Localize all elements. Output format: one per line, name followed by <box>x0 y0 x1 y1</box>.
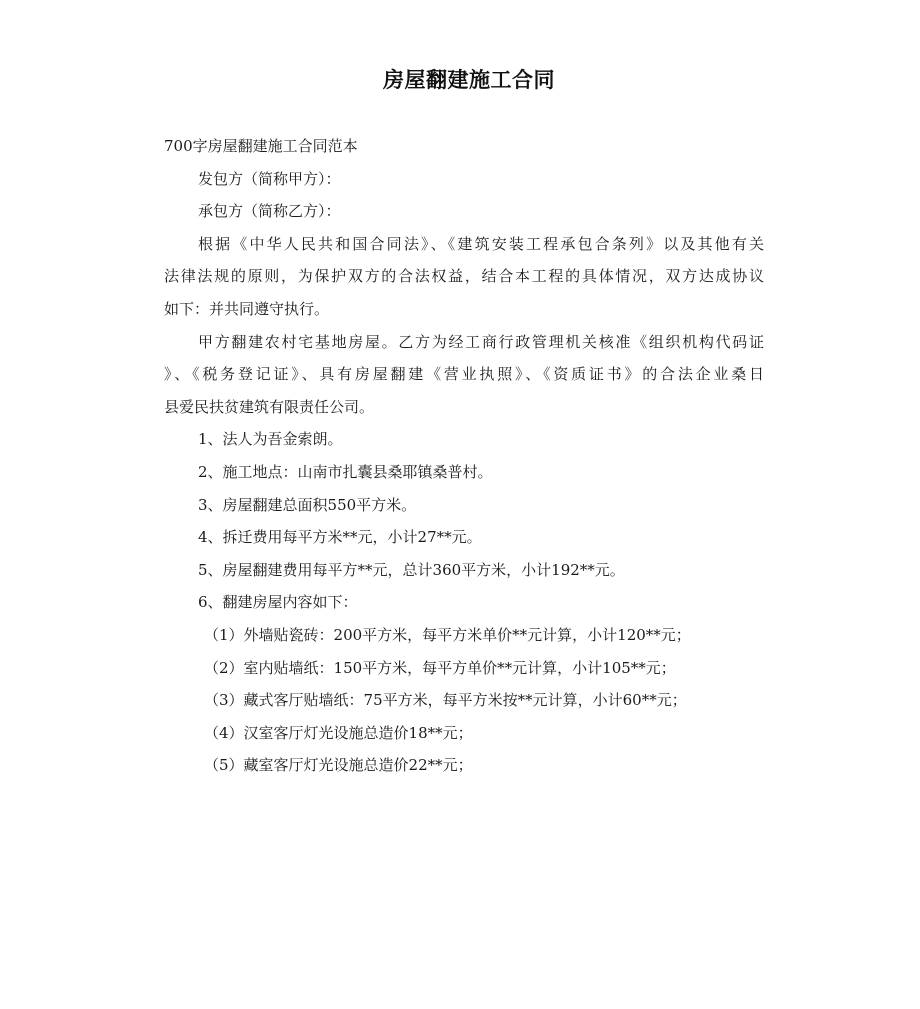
paragraph-line: 》、《税务登记证》、具有房屋翻建《营业执照》、《资质证书》的合法企业桑日 <box>164 365 764 384</box>
paragraph-line: 2、施工地点：山南市扎囊县桑耶镇桑普村。 <box>198 462 493 481</box>
paragraph-line: 如下：并共同遵守执行。 <box>164 299 330 318</box>
paragraph-line: 5、房屋翻建费用每平方**元，总计360平方米，小计192**元。 <box>198 560 625 579</box>
document-title: 房屋翻建施工合同 <box>383 68 555 92</box>
paragraph-line: （5）藏室客厅灯光设施总造价22**元； <box>204 756 473 775</box>
paragraph-line: 700字房屋翻建施工合同范本 <box>164 137 358 155</box>
paragraph-line: （2）室内贴墙纸：150平方米，每平方单价**元计算，小计105**元； <box>204 658 676 677</box>
paragraph-line: 6、翻建房屋内容如下： <box>198 593 358 612</box>
paragraph-line: （1）外墙贴瓷砖：200平方米，每平方米单价**元计算，小计120**元； <box>204 625 691 644</box>
paragraph-line: 县爱民扶贫建筑有限责任公司。 <box>164 397 375 416</box>
paragraph-line: 承包方（简称乙方）： <box>198 202 341 221</box>
paragraph-line: （3）藏式客厅贴墙纸：75平方米，每平方米按**元计算，小计60**元； <box>204 691 687 710</box>
document-body <box>164 130 764 782</box>
paragraph-line: 3、房屋翻建总面积550平方米。 <box>198 495 417 514</box>
paragraph-line: 发包方（简称甲方）： <box>198 169 341 188</box>
paragraph-line: 甲方翻建农村宅基地房屋。乙方为经工商行政管理机关核准《组织机构代码证 <box>198 332 764 351</box>
paragraph-line: （4）汉室客厅灯光设施总造价18**元； <box>204 723 473 742</box>
paragraph-line: 根据《中华人民共和国合同法》、《建筑安装工程承包合条列》以及其他有关 <box>198 234 764 253</box>
paragraph-line: 法律法规的原则，为保护双方的合法权益，结合本工程的具体情况，双方达成协议 <box>164 267 764 286</box>
paragraph-line: 1、法人为吾金索朗。 <box>198 430 343 449</box>
paragraph-line: 4、拆迁费用每平方米**元，小计27**元。 <box>198 528 482 547</box>
